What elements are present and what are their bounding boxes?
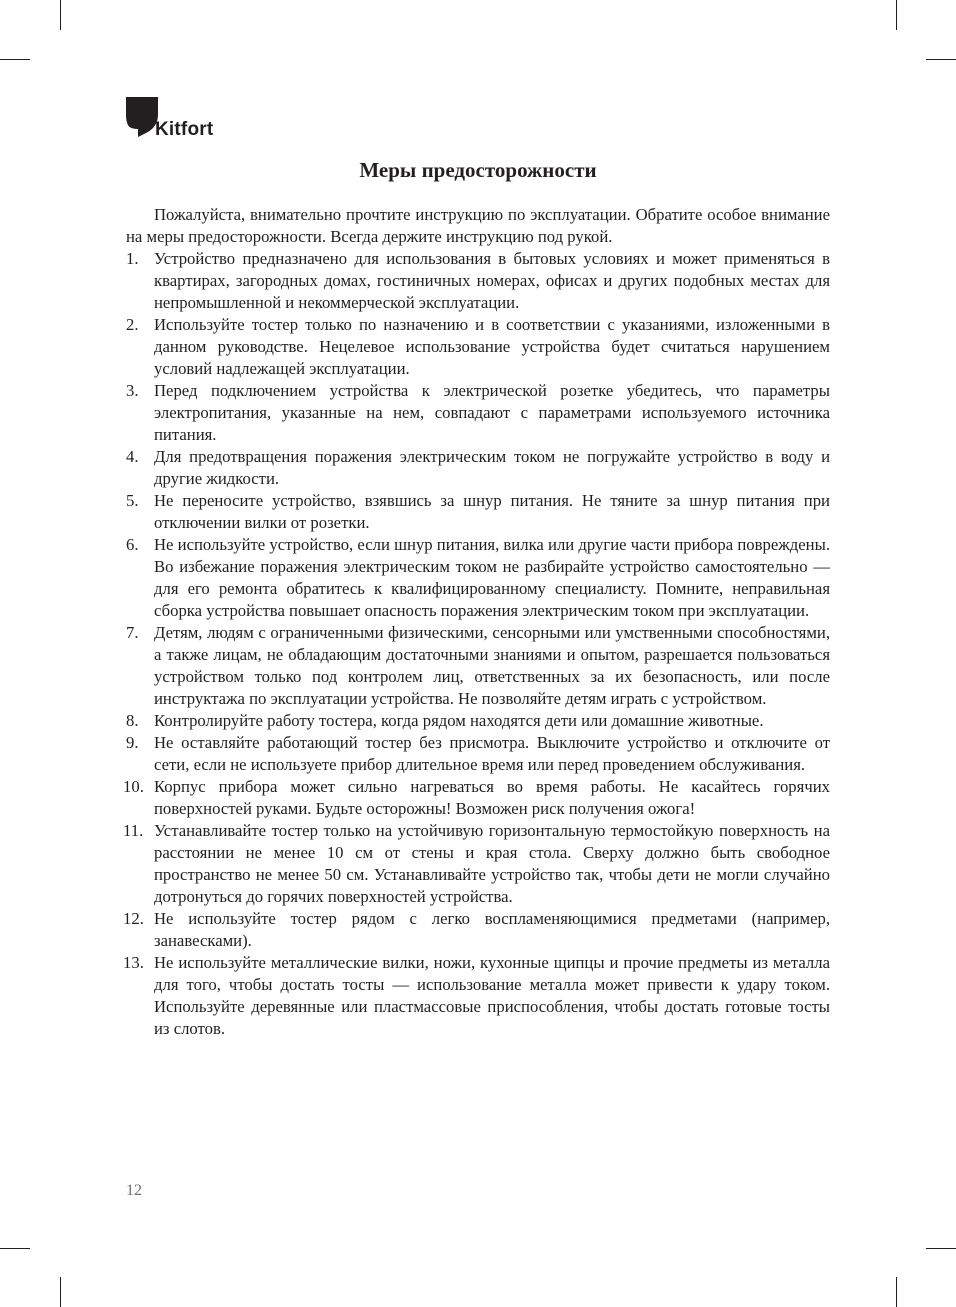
crop-mark-top-left — [60, 0, 61, 30]
list-item-text: Контролируйте работу тостера, когда рядом находятся дети или домашние животные. — [154, 711, 764, 730]
list-item — [126, 622, 830, 710]
list-item-number: 12. — [123, 909, 144, 928]
list-item-number: 6. — [126, 535, 139, 554]
list-item-number: 1. — [126, 249, 139, 268]
brand-logo — [126, 97, 246, 143]
crop-mark-bottom-right — [896, 1277, 897, 1307]
crop-mark-bottom-left-h — [0, 1248, 30, 1249]
kitfort-mark-icon — [126, 97, 158, 143]
list-item-text: Устройство предназначено для использования в бытовых условиях и может применяться в квартирах, загородных домах, гостиничных номерах, офисах и других подобных местах для непромышленной и некоммерческой эксплуатации. — [154, 249, 830, 312]
list-item-text: Детям, людям с ограниченными физическими, сенсорными или умственными способностями, а также лицам, не обладающим достаточными знаниями и опытом, разрешается пользоваться устройством только под контролем лиц, ответственных за их безопасность, или после инструктажа по эксплуатации устройства. Не позволяйте детям играть с устройством. — [154, 623, 830, 708]
list-item-text: Не используйте тостер рядом с легко воспламеняющимися предметами (например, занавесками). — [154, 909, 830, 950]
list-item — [126, 446, 830, 490]
list-item — [123, 776, 830, 820]
list-item-text: Не оставляйте работающий тостер без присмотра. Выключите устройство и отключите от сети, если не используете прибор длительное время или перед проведением обслуживания. — [154, 733, 830, 774]
brand-name: Kitfort — [155, 119, 214, 140]
list-item-number: 8. — [126, 711, 139, 730]
list-item-text: Для предотвращения поражения электрическим током не погружайте устройство в воду и другие жидкости. — [154, 447, 830, 488]
list-item-number: 7. — [126, 623, 139, 642]
list-item-number: 13. — [123, 953, 144, 972]
list-item — [123, 820, 830, 908]
list-item-number: 4. — [126, 447, 139, 466]
list-item-number: 10. — [123, 777, 144, 796]
list-item-number: 2. — [126, 315, 139, 334]
list-item-number: 9. — [126, 733, 139, 752]
list-item-text: Не используйте устройство, если шнур питания, вилка или другие части прибора повреждены. Во избежание поражения электрическим током не разбирайте устройство самостоятельно — для его ремонта обратитесь к квалифицированному специалисту. Помните, неправильная сборка устройства повышает опасность поражения электрическим током при эксплуатации. — [154, 535, 830, 620]
list-item — [126, 732, 830, 776]
list-item-text: Устанавливайте тостер только на устойчивую горизонтальную термостойкую поверхность на расстоянии не менее 10 см от стены и края стола. Сверху должно быть свободное пространство не менее 50 см. Устанавливайте устройство так, чтобы дети не могли случайно дотронуться до горячих поверхностей устройства. — [154, 821, 830, 906]
list-item-number: 5. — [126, 491, 139, 510]
list-item — [126, 710, 830, 732]
list-item — [126, 314, 830, 380]
list-item — [126, 248, 830, 314]
precautions-list — [123, 248, 830, 1040]
list-item — [126, 490, 830, 534]
content-body — [123, 204, 830, 1040]
list-item — [123, 908, 830, 952]
list-item — [126, 534, 830, 622]
list-item-text: Не используйте металлические вилки, ножи, кухонные щипцы и прочие предметы из металла для того, чтобы достать тосты — использование металла может привести к удару током. Используйте деревянные или пластмассовые приспособления, чтобы достать готовые тосты из слотов. — [154, 953, 830, 1038]
page-title: Меры предосторожности — [359, 158, 597, 182]
list-item — [126, 380, 830, 446]
list-item-number: 11. — [123, 821, 144, 840]
page-number: 12 — [126, 1182, 142, 1199]
list-item-text: Корпус прибора может сильно нагреваться во время работы. Не касайтесь горячих поверхностей руками. Будьте осторожны! Возможен риск получения ожога! — [154, 777, 830, 818]
list-item-text: Используйте тостер только по назначению и в соответствии с указаниями, изложенными в данном руководстве. Нецелевое использование устройства будет считаться нарушением условий надлежащей эксплуатации. — [154, 315, 830, 378]
crop-mark-bottom-left — [60, 1277, 61, 1307]
list-item-text: Не переносите устройство, взявшись за шнур питания. Не тяните за шнур питания при отключении вилки от розетки. — [154, 491, 830, 532]
list-item-text: Перед подключением устройства к электрической розетке убедитесь, что параметры электропитания, указанные на нем, совпадают с параметрами используемого источника питания. — [154, 381, 830, 444]
crop-mark-top-left-h — [0, 59, 30, 60]
intro-paragraph: Пожалуйста, внимательно прочтите инструкцию по эксплуатации. Обратите особое внимание на меры предосторожности. Всегда держите инструкцию под рукой. — [126, 205, 830, 246]
crop-mark-bottom-right-h — [926, 1248, 956, 1249]
crop-mark-top-right-h — [926, 59, 956, 60]
crop-mark-top-right — [896, 0, 897, 30]
list-item-number: 3. — [126, 381, 139, 400]
list-item — [123, 952, 830, 1040]
